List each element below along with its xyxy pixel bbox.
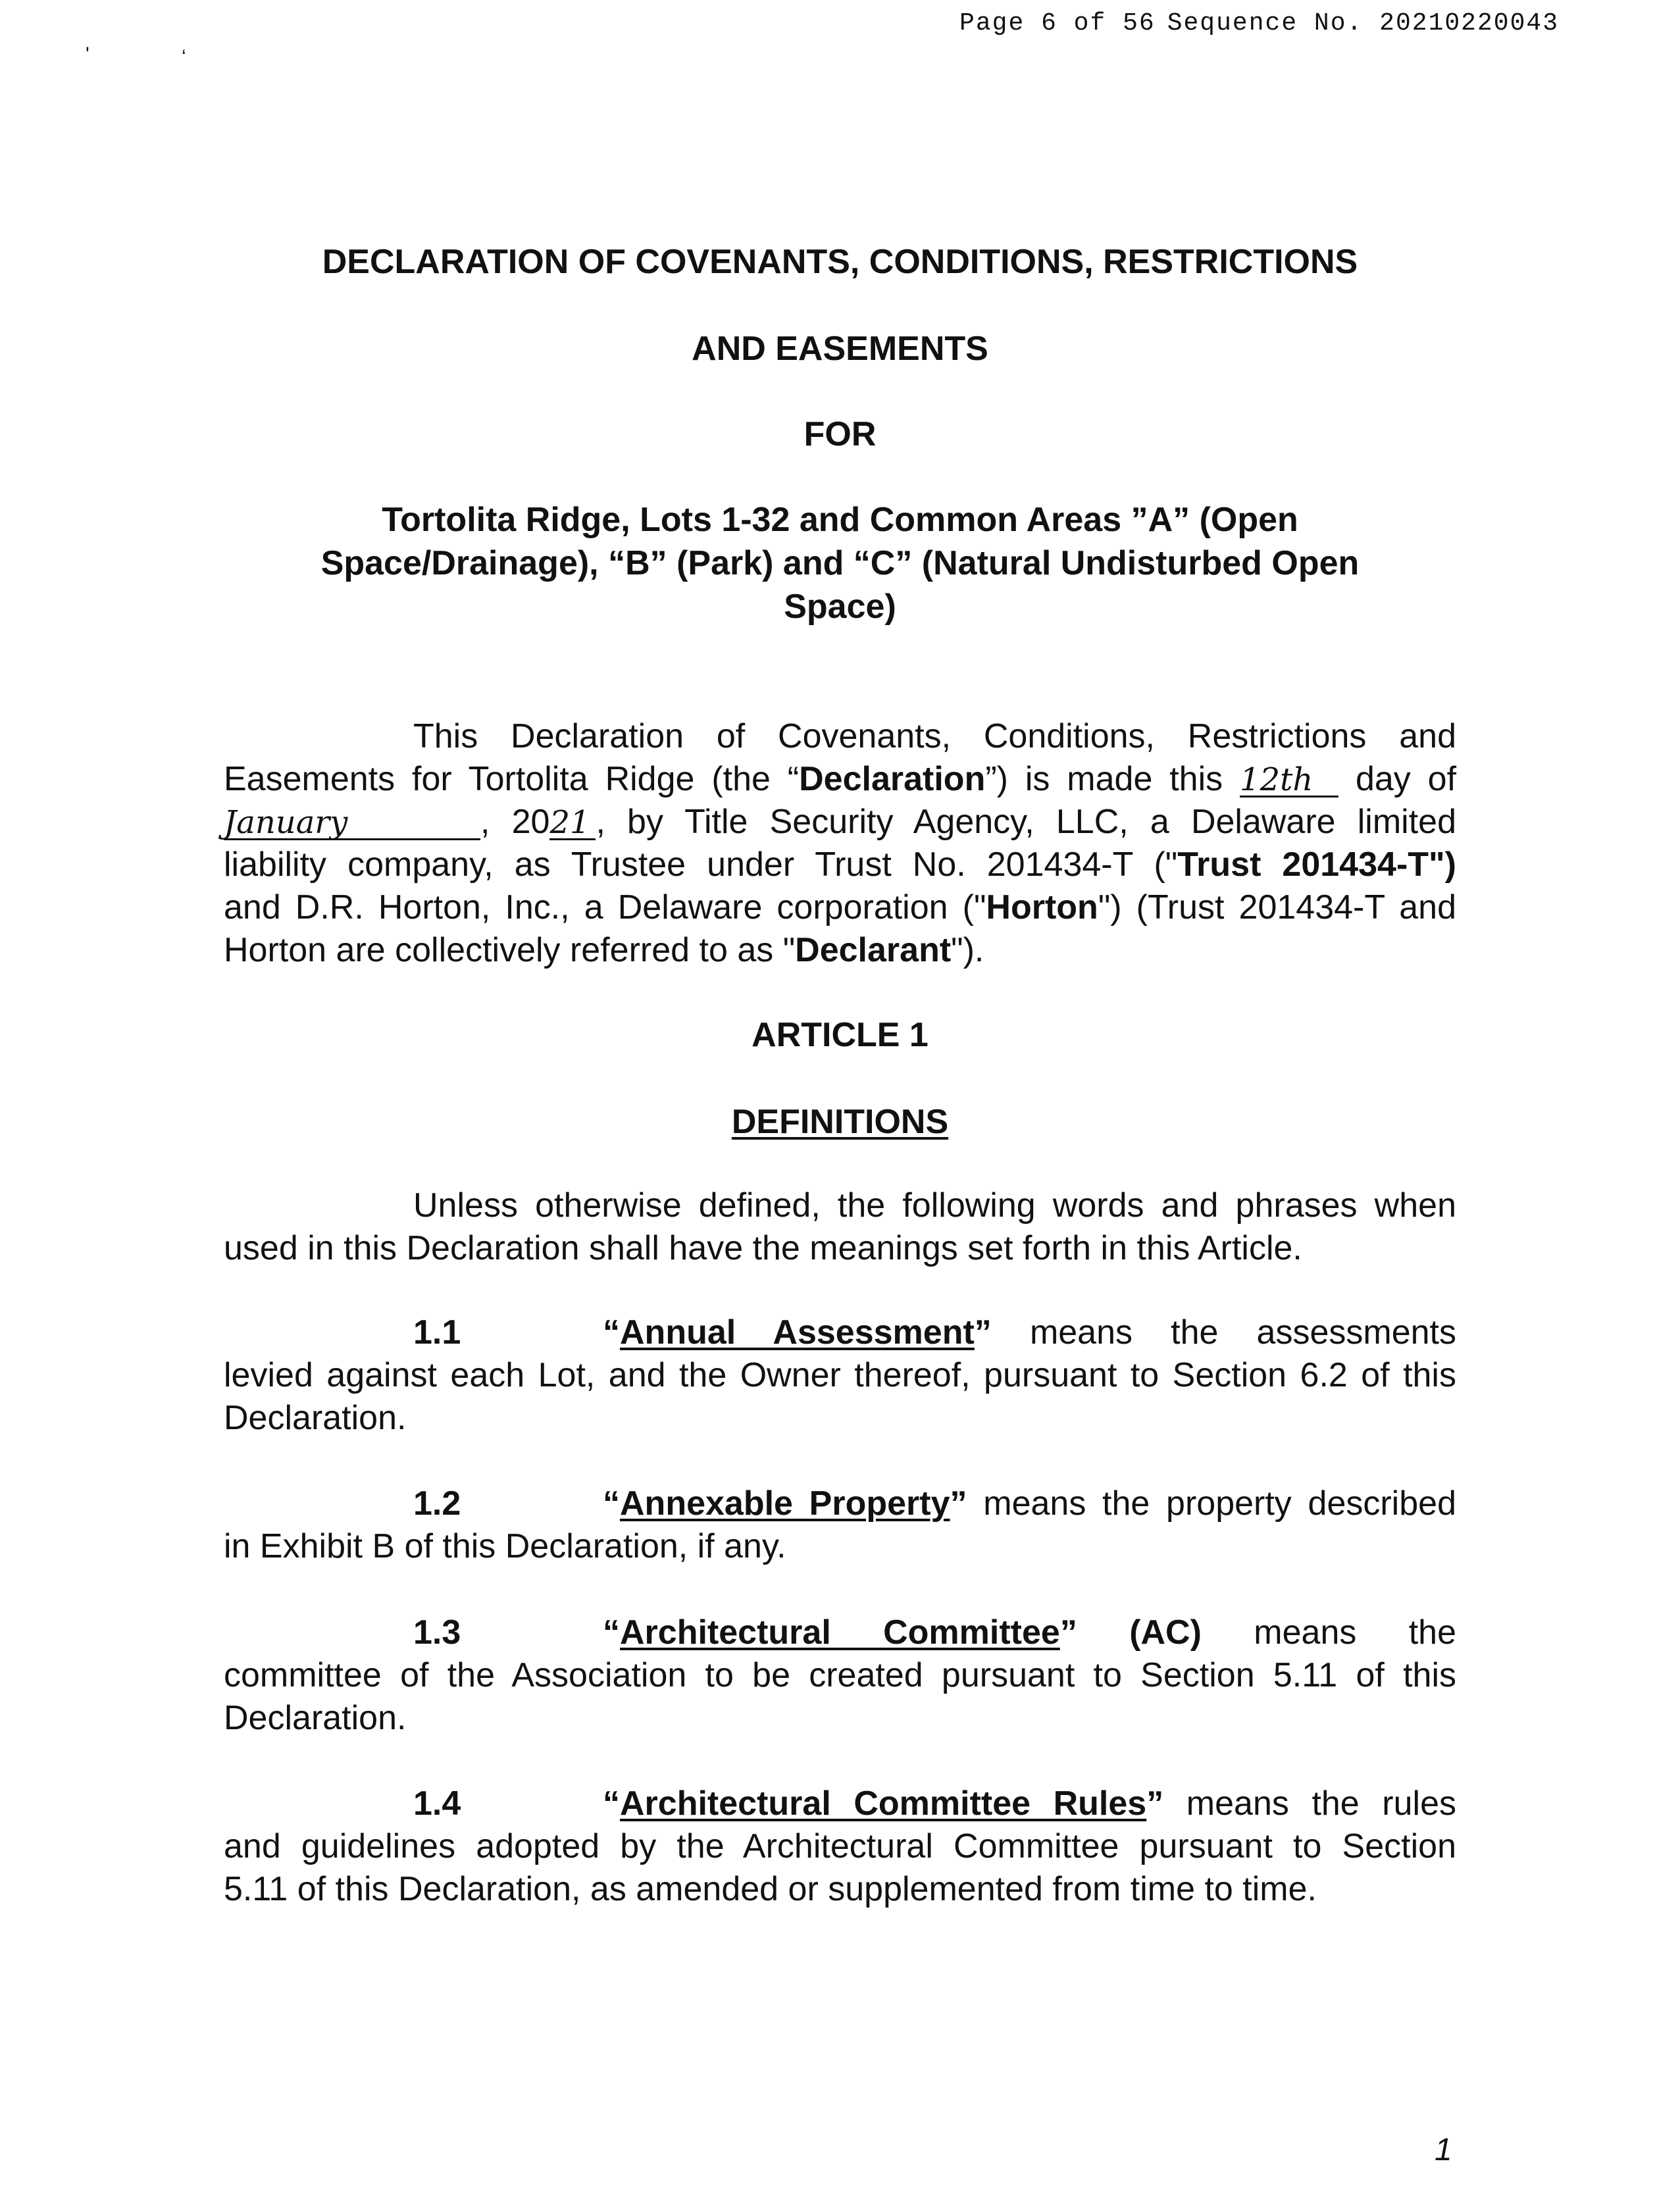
article-intro-line1: Unless otherwise defined, the following words and phrases when: [413, 1186, 1456, 1225]
document-subtitle: [224, 498, 1456, 628]
definition-text: Declaration.: [224, 1399, 407, 1437]
article-subheading: [224, 1100, 1456, 1144]
definition-text: means the: [1254, 1613, 1457, 1652]
defined-term-horton: Horton: [986, 888, 1098, 926]
intro-paragraph: [224, 715, 1456, 972]
intro-line2b: ”) is made this: [985, 760, 1223, 798]
intro-line5a: and D.R. Horton, Inc., a Delaware corporation (": [224, 888, 986, 926]
definition-text: means the rules: [1186, 1784, 1457, 1823]
article-subheading-text: DEFINITIONS: [731, 1103, 949, 1141]
definition-number: 1.2: [413, 1484, 461, 1523]
quote-open: “: [603, 1784, 620, 1823]
article-heading: ARTICLE 1: [751, 1016, 929, 1054]
intro-line3b: , by Title Security Agency, LLC, a Delaware limited: [596, 803, 1456, 841]
quote-close: ”: [1059, 1613, 1077, 1652]
definition-1-4: [224, 1783, 1456, 1911]
document-title-line3: FOR: [803, 415, 877, 453]
definition-text: Declaration.: [224, 1699, 407, 1737]
quote-open: “: [603, 1613, 620, 1652]
definition-text: in Exhibit B of this Declaration, if any.: [224, 1527, 786, 1565]
definition-text: and guidelines adopted by the Architectural Committee pursuant to Section: [224, 1827, 1456, 1865]
quote-close: ”: [1146, 1784, 1164, 1823]
defined-term-trust: Trust 201434-T"): [1177, 846, 1456, 884]
handwritten-month: January: [224, 807, 480, 840]
definition-text: means the property described: [983, 1484, 1456, 1523]
definition-term: Architectural Committee Rules: [620, 1784, 1147, 1823]
subtitle-line1: Tortolita Ridge, Lots 1-32 and Common Areas ”A” (Open: [382, 501, 1298, 539]
page-label: Page 6 of 56: [959, 9, 1156, 38]
intro-line4a: liability company, as Trustee under Trust No. 201434-T (": [224, 846, 1178, 884]
page-header: [959, 9, 1559, 38]
margin-mark-left: ': [86, 43, 89, 65]
quote-open: “: [603, 1313, 620, 1352]
definition-number: 1.1: [413, 1313, 461, 1352]
handwritten-day: 12th: [1240, 764, 1338, 797]
intro-line6b: ").: [951, 931, 984, 969]
definition-term: Annual Assessment: [620, 1313, 975, 1352]
definition-number: 1.3: [413, 1613, 461, 1652]
definition-text: means the assessments: [1029, 1313, 1456, 1352]
intro-line2c: day of: [1355, 760, 1457, 798]
defined-term-declaration: Declaration: [799, 760, 986, 798]
quote-close: ”: [950, 1484, 967, 1523]
definition-1-2: [224, 1482, 1456, 1568]
definition-term: Annexable Property: [620, 1484, 950, 1523]
definition-abbreviation: (AC): [1129, 1613, 1202, 1652]
document-title-line1: DECLARATION OF COVENANTS, CONDITIONS, RESTRICTIONS: [322, 243, 1358, 281]
intro-line1: This Declaration of Covenants, Conditions, Restrictions and: [413, 717, 1456, 755]
definition-number: 1.4: [413, 1784, 461, 1823]
subtitle-line2: Space/Drainage), “B” (Park) and “C” (Natural Undisturbed Open: [320, 544, 1360, 582]
quote-open: “: [603, 1484, 620, 1523]
handwritten-year: 21: [549, 807, 596, 840]
definition-text: 5.11 of this Declaration, as amended or supplemented from time to time.: [224, 1870, 1317, 1908]
document-title-line2: AND EASEMENTS: [692, 330, 988, 368]
article-intro-line2: used in this Declaration shall have the meanings set forth in this Article.: [224, 1229, 1302, 1267]
definition-text: levied against each Lot, and the Owner thereof, pursuant to Section 6.2 of this: [224, 1356, 1456, 1394]
article-intro-paragraph: [224, 1184, 1456, 1270]
page-number: 1: [1435, 2133, 1452, 2167]
sequence-label: Sequence No. 20210220043: [1167, 9, 1559, 38]
definition-text: committee of the Association to be created pursuant to Section 5.11 of this: [224, 1656, 1456, 1694]
definition-1-1: [224, 1311, 1456, 1440]
defined-term-declarant: Declarant: [795, 931, 952, 969]
intro-line5b: ") (Trust 201434-T and: [1098, 888, 1456, 926]
margin-mark-right: ‘: [182, 46, 186, 68]
definition-term: Architectural Committee: [620, 1613, 1060, 1652]
intro-line6a: Horton are collectively referred to as ": [224, 931, 796, 969]
intro-line2a: Easements for Tortolita Ridge (the “: [224, 760, 800, 798]
definition-1-3: [224, 1611, 1456, 1740]
intro-line3a: , 20: [480, 803, 550, 841]
quote-close: ”: [974, 1313, 992, 1352]
subtitle-line3: Space): [784, 588, 896, 626]
